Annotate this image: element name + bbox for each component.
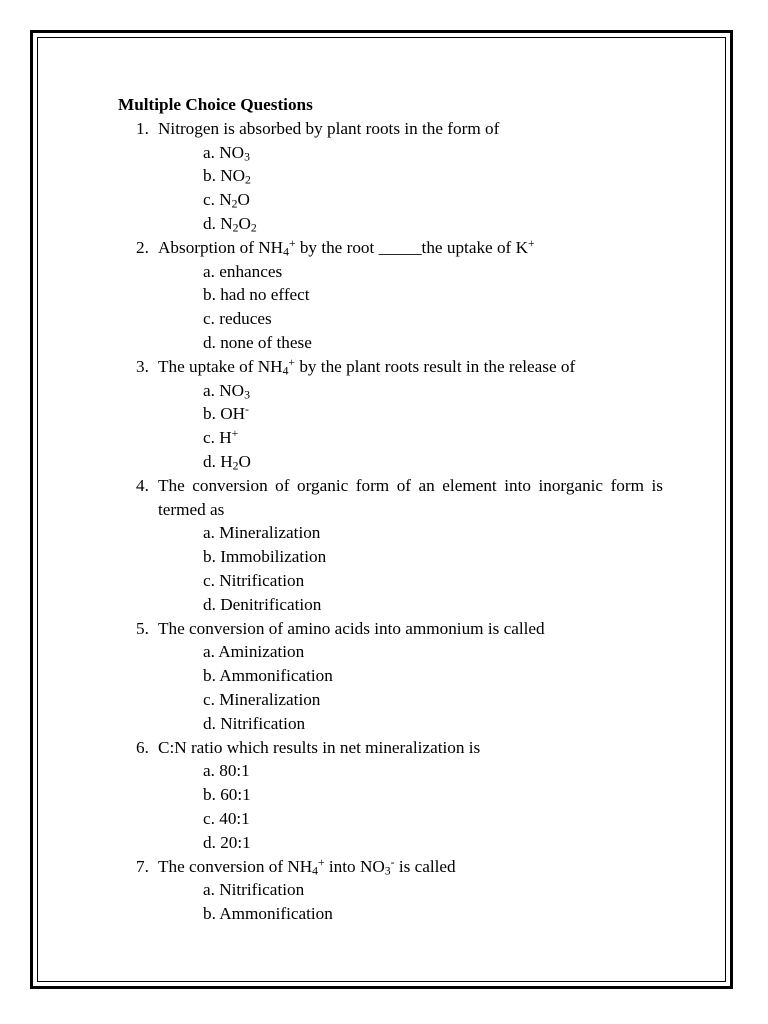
subscript: 2 <box>245 173 251 187</box>
text-run: c. N <box>203 190 232 210</box>
text-run: a. Aminization <box>203 642 305 662</box>
subscript: 3 <box>244 150 250 164</box>
text-run: d. N <box>203 213 233 233</box>
text-run: by the plant roots result in the release of <box>295 356 576 376</box>
answer-option <box>203 450 678 474</box>
superscript: + <box>231 427 239 441</box>
question-item <box>118 617 678 736</box>
answer-option <box>203 640 678 664</box>
answer-options <box>158 878 678 926</box>
question-number: 1. <box>136 118 149 138</box>
answer-option <box>203 212 678 236</box>
superscript: + <box>288 355 296 369</box>
text-run: d. Denitrification <box>203 594 322 614</box>
question-item <box>118 117 678 236</box>
answer-option <box>203 831 678 855</box>
answer-option <box>203 402 678 426</box>
subscript: 4 <box>282 364 289 378</box>
answer-option <box>203 807 678 831</box>
answer-options <box>158 260 678 355</box>
subscript: 3 <box>244 388 250 402</box>
question-text <box>158 736 663 760</box>
subscript: 4 <box>312 864 319 878</box>
question-number: 4. <box>136 475 149 495</box>
question-text <box>158 117 663 141</box>
text-run: c. H <box>203 428 232 448</box>
question-item <box>118 855 678 926</box>
answer-option <box>203 188 678 212</box>
answer-option <box>203 878 678 902</box>
question-number: 2. <box>136 237 149 257</box>
text-run: a. Nitrification <box>203 880 305 900</box>
text-run: c. Mineralization <box>203 689 321 709</box>
answer-option <box>203 379 678 403</box>
text-run: O <box>238 451 251 471</box>
text-run: a. 80:1 <box>203 761 250 781</box>
subscript: 2 <box>231 197 238 211</box>
text-run: O <box>238 213 251 233</box>
answer-option <box>203 712 678 736</box>
text-run: C:N ratio which results in net mineralization is <box>158 737 481 757</box>
section-heading: Multiple Choice Questions <box>118 95 313 114</box>
subscript: 2 <box>232 459 239 473</box>
document-body <box>118 93 678 926</box>
text-run: O <box>237 190 250 210</box>
text-run: b. Ammonification <box>203 904 333 924</box>
text-run: a. Mineralization <box>203 523 321 543</box>
answer-options <box>158 640 678 735</box>
answer-option <box>203 688 678 712</box>
text-run: by the root _____the uptake of K <box>295 237 528 257</box>
answer-option <box>203 759 678 783</box>
question-item <box>118 736 678 855</box>
question-text <box>158 355 663 379</box>
text-run: d. none of these <box>203 332 312 352</box>
question-text <box>158 236 663 260</box>
answer-option <box>203 902 678 926</box>
subscript: 2 <box>232 221 239 235</box>
text-run: into NO <box>324 856 385 876</box>
text-run: Nitrogen is absorbed by plant roots in the form of <box>158 118 500 138</box>
answer-options <box>158 759 678 854</box>
text-run: b. Immobilization <box>203 547 327 567</box>
answer-option <box>203 545 678 569</box>
text-run: a. enhances <box>203 261 283 281</box>
answer-option <box>203 141 678 165</box>
answer-option <box>203 593 678 617</box>
text-run: Absorption of NH <box>158 237 284 257</box>
question-item <box>118 236 678 355</box>
answer-option <box>203 164 678 188</box>
answer-option <box>203 426 678 450</box>
text-run: The conversion of amino acids into ammonium is called <box>158 618 545 638</box>
answer-options <box>158 521 678 616</box>
subscript: 2 <box>250 221 257 235</box>
superscript: + <box>288 236 296 250</box>
superscript: + <box>528 236 535 250</box>
answer-option <box>203 331 678 355</box>
answer-option <box>203 260 678 284</box>
answer-option <box>203 569 678 593</box>
answer-option <box>203 283 678 307</box>
text-run: a. NO <box>203 380 245 400</box>
text-run: The conversion of NH <box>158 856 313 876</box>
text-run: c. 40:1 <box>203 808 250 828</box>
question-number: 3. <box>136 356 149 376</box>
answer-options <box>158 379 678 474</box>
text-run: c. Nitrification <box>203 570 305 590</box>
question-number: 7. <box>136 856 149 876</box>
answer-option <box>203 307 678 331</box>
answer-option <box>203 664 678 688</box>
text-run: b. Ammonification <box>203 666 333 686</box>
question-number: 6. <box>136 737 149 757</box>
superscript: + <box>318 855 325 869</box>
text-run: b. OH <box>203 404 246 424</box>
answer-option <box>203 783 678 807</box>
text-run: The uptake of NH <box>158 356 283 376</box>
question-text <box>158 617 663 641</box>
question-list <box>118 117 678 926</box>
question-text <box>158 855 663 879</box>
question-item <box>118 474 678 617</box>
superscript: - <box>390 855 395 869</box>
answer-option <box>203 521 678 545</box>
text-run: The conversion of organic form of an element into inorganic form is termed as <box>158 475 663 519</box>
text-run: b. NO <box>203 166 246 186</box>
text-run: b. 60:1 <box>203 785 251 805</box>
text-run: a. NO <box>203 142 245 162</box>
text-run: c. reduces <box>203 309 272 329</box>
subscript: 3 <box>384 864 391 878</box>
superscript: - <box>245 403 249 417</box>
text-run: d. Nitrification <box>203 713 306 733</box>
answer-options <box>158 141 678 236</box>
text-run: d. H <box>203 451 233 471</box>
text-run: b. had no effect <box>203 285 310 305</box>
text-run: is called <box>394 856 456 876</box>
text-run: d. 20:1 <box>203 832 251 852</box>
question-text <box>158 474 663 522</box>
subscript: 4 <box>283 245 289 259</box>
question-number: 5. <box>136 618 149 638</box>
question-item <box>118 355 678 474</box>
